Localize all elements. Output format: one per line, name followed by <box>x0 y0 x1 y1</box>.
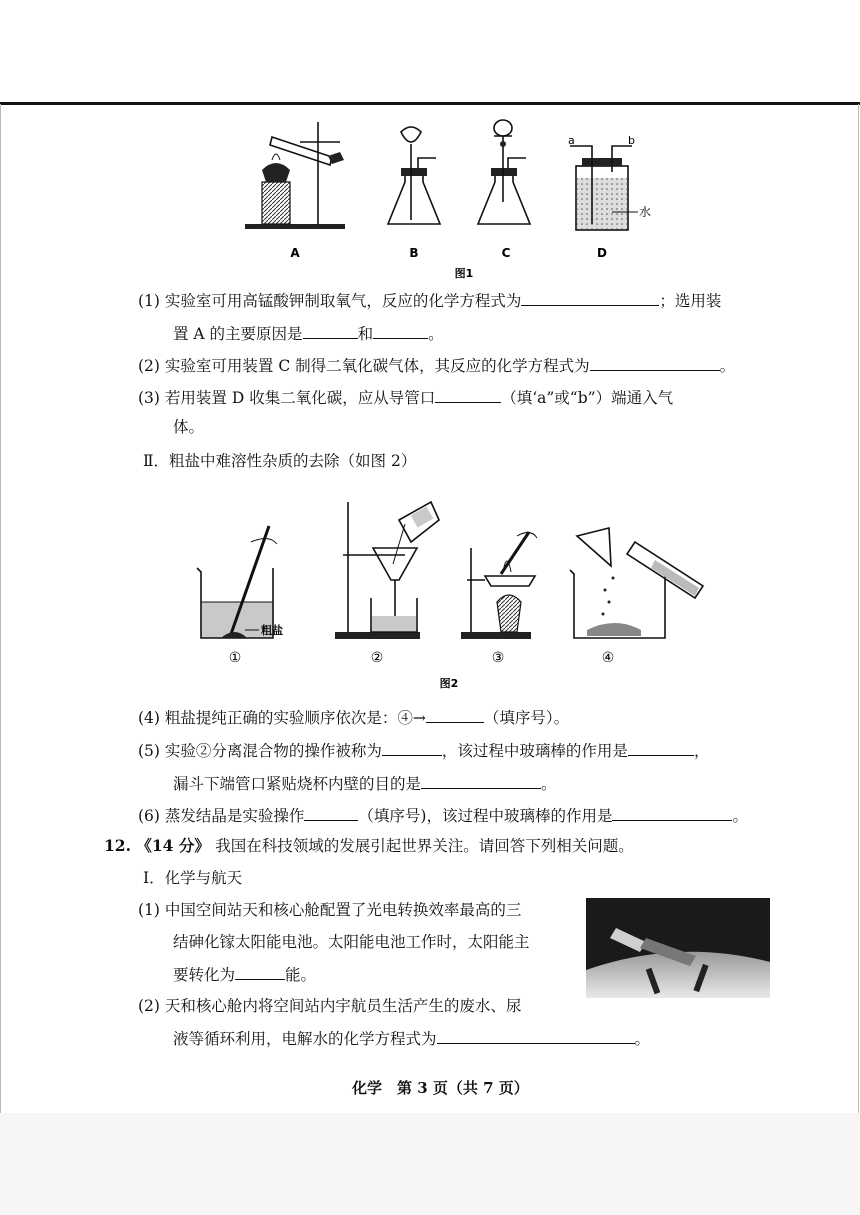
answer-blank[interactable] <box>382 739 442 756</box>
apparatus-a <box>245 122 345 229</box>
question-12-1-line-2: 结砷化镓太阳能电池。太阳能电池工作时，太阳能主 <box>173 933 530 951</box>
answer-blank[interactable] <box>426 706 484 723</box>
answer-blank[interactable] <box>373 322 428 339</box>
answer-blank[interactable] <box>421 772 541 789</box>
answer-blank[interactable] <box>628 739 694 756</box>
step-1-dissolving <box>197 526 277 638</box>
apparatus-b <box>388 127 440 224</box>
question-4: (4) 粗盐提纯正确的实验顺序依次是：④→ （填序号）。 <box>138 706 569 729</box>
label-c: C <box>501 246 511 260</box>
label-a: A <box>290 246 300 260</box>
coarse-salt-label: 粗盐 <box>261 624 283 637</box>
question-5-line-1: (5) 实验②分离混合物的操作被称为 ，该过程中玻璃棒的作用是 ， <box>138 739 709 762</box>
question-12-1-line-3: 要转化为 能。 <box>173 963 316 986</box>
tube-label-a: a <box>568 134 575 147</box>
step-3-evaporation <box>461 532 537 639</box>
step-3-number: ③ <box>491 650 505 666</box>
apparatus-c <box>478 120 530 224</box>
section-1-title: Ⅰ．化学与航天 <box>143 869 243 887</box>
question-6: (6) 蒸发结晶是实验操作 （填序号)，该过程中玻璃棒的作用是 。 <box>138 804 748 827</box>
question-5-line-2: 漏斗下端管口紧贴烧杯内壁的目的是 。 <box>173 772 557 795</box>
left-border <box>0 104 1 1114</box>
water-label: 水 <box>639 205 652 219</box>
answer-blank[interactable] <box>435 386 501 403</box>
step-2-number: ② <box>370 650 384 666</box>
step-4-weighing <box>570 528 703 638</box>
question-12-2-line-2: 液等循环利用，电解水的化学方程式为 。 <box>173 1027 650 1050</box>
step-2-filtration <box>335 502 439 639</box>
figure-1-apparatus <box>240 112 660 282</box>
section-2-title: Ⅱ．粗盐中难溶性杂质的去除（如图 2） <box>143 452 417 470</box>
question-3-line-2: 体。 <box>173 418 205 436</box>
answer-blank[interactable] <box>590 354 720 371</box>
page-footer: 化学 第 3 页（共 7 页） <box>352 1079 529 1097</box>
answer-blank[interactable] <box>612 804 732 821</box>
question-2: (2) 实验室可用装置 C 制得二氧化碳气体，其反应的化学方程式为 。 <box>138 354 735 377</box>
question-3-line-1: (3) 若用装置 D 收集二氧化碳，应从导管口 （填‘a”或“b”）端通入气 <box>138 386 673 409</box>
question-12-1-line-1: (1) 中国空间站天和核心舱配置了光电转换效率最高的三 <box>138 901 522 919</box>
figure-2-apparatus <box>185 480 725 695</box>
question-12-2-line-1: (2) 天和核心舱内将空间站内宇航员生活产生的废水、尿 <box>138 997 522 1015</box>
label-b: B <box>409 246 419 260</box>
answer-blank[interactable] <box>303 322 358 339</box>
step-1-number: ① <box>228 650 242 666</box>
question-12-header: 12. 《14 分》 我国在科技领域的发展引起世界关注。请回答下列相关问题。 <box>104 836 634 855</box>
answer-blank[interactable] <box>437 1027 635 1044</box>
figure-1-caption: 图1 <box>454 267 474 280</box>
answer-blank[interactable] <box>304 804 358 821</box>
space-station-photo <box>586 898 770 998</box>
bottom-margin <box>0 1113 860 1215</box>
step-4-number: ④ <box>601 650 615 666</box>
tube-label-b: b <box>628 134 635 147</box>
answer-blank[interactable] <box>235 963 285 980</box>
apparatus-d <box>570 146 638 230</box>
label-d: D <box>597 246 607 260</box>
question-1-line-1: (1) 实验室可用高锰酸钾制取氧气，反应的化学方程式为 ；选用装 <box>138 289 721 312</box>
answer-blank[interactable] <box>521 289 659 306</box>
question-1-line-2: 置 A 的主要原因是 和 。 <box>173 322 444 345</box>
top-border <box>0 102 860 105</box>
figure-2-caption: 图2 <box>439 677 459 690</box>
right-border <box>858 104 859 1114</box>
